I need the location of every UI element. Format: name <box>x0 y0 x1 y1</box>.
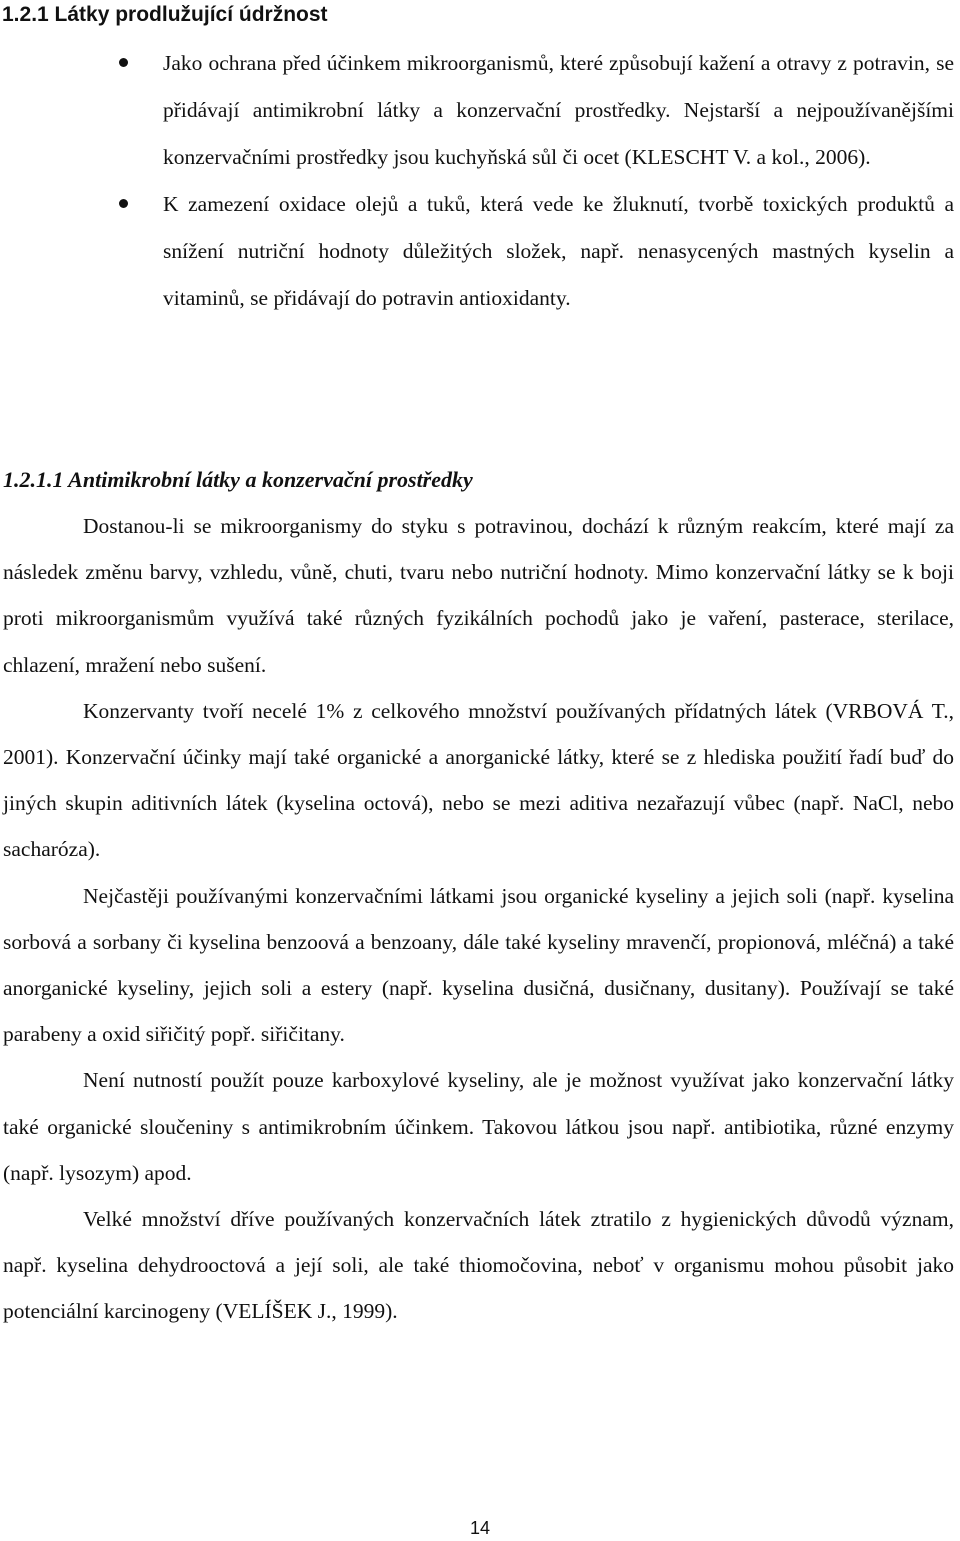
paragraph: Konzervanty tvoří necelé 1% z celkového množství používaných přídatných látek (VRBOVÁ T., 2001). Konzervační účinky mají také organické a anorganické látky, které se z hlediska použití řadí buď do jiných skupin aditivních látek (kyselina octová), nebo se mezi aditiva nezařazují vůbec (např. NaCl, nebo sacharóza). <box>3 698 954 862</box>
bullet-item <box>0 181 960 322</box>
paragraph: Nejčastěji používanými konzervačními látkami jsou organické kyseliny a jejich soli (např. kyselina sorbová a sorbany či kyselina benzoová a benzoany, dále také kyseliny mravenčí, propionová, mléčná) a také anorganické kyseliny, jejich soli a estery (např. kyselina dusičná, dusičnany, dusitany). Používají se také parabeny a oxid siřičitý popř. siřičitany. <box>3 883 954 1047</box>
bullet-item <box>0 40 960 181</box>
paragraph: Velké množství dříve používaných konzervačních látek ztratilo z hygienických důvodů význam, např. kyselina dehydrooctová a její soli, ale také thiomočovina, neboť v organismu mohou působit jako potenciální karcinogeny (VELÍŠEK J., 1999). <box>3 1207 954 1324</box>
body-text <box>3 503 954 1335</box>
paragraph: Dostanou-li se mikroorganismy do styku s potravinou, dochází k různým reakcím, které mají za následek změnu barvy, vzhledu, vůně, chuti, tvaru nebo nutriční hodnoty. Mimo konzervační látky se k boji proti mikroorganismům využívá také různých fyzikálních pochodů jako je vaření, pasterace, sterilace, chlazení, mražení nebo sušení. <box>3 514 954 677</box>
bullet-dot-icon <box>119 58 128 67</box>
section-heading: 1.2.1 Látky prodlužující údržnost <box>2 3 328 26</box>
bullet-list <box>0 40 960 322</box>
bullet-dot-icon <box>119 199 128 208</box>
subsection-heading: 1.2.1.1 Antimikrobní látky a konzervační prostředky <box>3 467 473 492</box>
bullet-text: K zamezení oxidace olejů a tuků, která vede ke žluknutí, tvorbě toxických produktů a snížení nutriční hodnoty důležitých složek, např. nenasycených mastných kyselin a vitaminů, se přidávají do potravin antioxidanty. <box>163 192 954 310</box>
bullet-text: Jako ochrana před účinkem mikroorganismů, které způsobují kažení a otravy z potravin, se přidávají antimikrobní látky a konzervační prostředky. Nejstarší a nejpoužívanějšími konzervačními prostředky jsou kuchyňská sůl či ocet (KLESCHT V. a kol., 2006). <box>163 51 954 169</box>
page-number: 14 <box>469 1518 491 1538</box>
paragraph: Není nutností použít pouze karboxylové kyseliny, ale je možnost využívat jako konzervační látky také organické sloučeniny s antimikrobním účinkem. Takovou látkou jsou např. antibiotika, různé enzymy (např. lysozym) apod. <box>3 1068 954 1185</box>
